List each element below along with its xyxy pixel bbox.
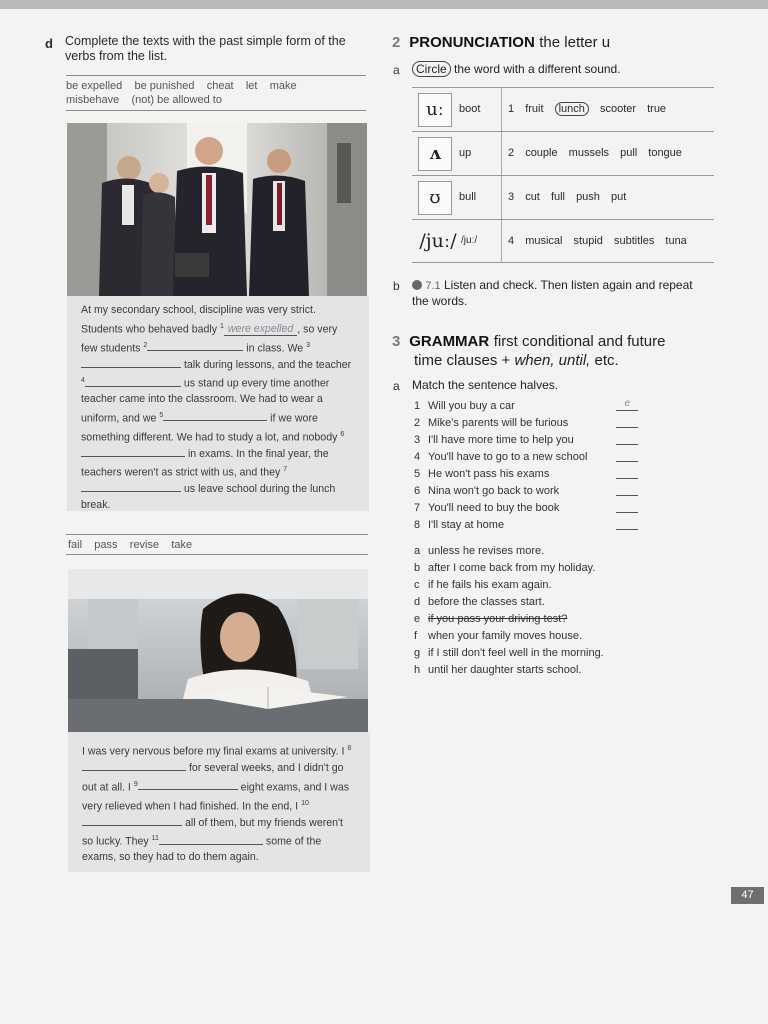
audio-track-number: 7.1 (425, 280, 441, 292)
scan-top-edge (0, 0, 768, 9)
sentence-ending: f when your family moves house. (414, 630, 583, 642)
sentence-half: 3 I'll have more time to help you (414, 434, 638, 451)
word-options: 4 musical stupid subtitles tuna (508, 235, 687, 247)
sentence-ending-used: e if you pass your driving test? (414, 613, 568, 625)
sentence-half: 6 Nina won't go back to work (414, 485, 638, 502)
text-box-final-exams (68, 732, 370, 872)
word-option[interactable]: tongue (648, 147, 682, 159)
answer-gap-11[interactable] (159, 834, 263, 845)
sentence-ending: h until her daughter starts school. (414, 664, 582, 676)
section-subtitle: the letter u (539, 34, 611, 51)
word-option[interactable]: true (647, 103, 667, 115)
answer-blank[interactable] (616, 512, 638, 513)
key-sound: /juː/ (461, 235, 478, 246)
word: take (171, 539, 193, 551)
sentence-half: 5 He won't pass his exams (414, 468, 638, 485)
wordlist-2 (68, 538, 192, 552)
exercise-d-instruction: Complete the texts with the past simple form of the verbs from the list. (65, 34, 346, 63)
answer-gap-9[interactable] (138, 779, 238, 790)
sentence-ending: c if he fails his exam again. (414, 579, 552, 591)
text-final-exams: I was very nervous before my final exams at university. I $^8$ for several weeks, and I didn't go out at all. I $^9$ eight exams, and I was very relieved when I had finished. In the end, I $^{10}$ all of them, but my friends weren't so lucky. They $^{11}$ some of the exams, so they had to do them again. (82, 745, 352, 864)
column-divider (501, 176, 502, 219)
wordlist-1 (66, 79, 366, 107)
word-option[interactable]: fruit (525, 103, 544, 115)
exercise-d-letter: d (45, 36, 53, 51)
answer-blank[interactable] (616, 410, 638, 411)
word-option[interactable]: couple (525, 147, 558, 159)
pronunciation-row-1 (412, 88, 714, 131)
answer-gap-10[interactable] (82, 815, 182, 826)
answer-gap-5[interactable] (163, 410, 267, 421)
word: revise (129, 539, 160, 551)
phoneme-symbol: ʌ (418, 137, 452, 171)
section-title: PRONUNCIATION (409, 34, 535, 51)
answer-blank[interactable] (616, 444, 638, 445)
answer-gap-8[interactable] (82, 760, 186, 771)
wordlist-2-top-rule (66, 534, 368, 535)
exercise-2b-instruction: 7.1 Listen and check. Then listen again and repeat the words. (412, 278, 693, 308)
column-divider (501, 88, 502, 131)
wordlist-2-bottom-rule (66, 554, 368, 555)
word-option[interactable]: pull (620, 147, 638, 159)
table-rule (412, 262, 714, 263)
answer-blank[interactable] (616, 529, 638, 530)
exercise-2a-instruction: Circle the word with a different sound. (412, 62, 621, 76)
word: let (245, 80, 258, 92)
word: cheat (206, 80, 234, 92)
photo-student-studying (68, 569, 368, 732)
word: fail (68, 539, 83, 551)
answer-blank[interactable] (616, 478, 638, 479)
exercise-3a-instruction: Match the sentence halves. (412, 378, 559, 392)
word: be expelled (66, 80, 123, 92)
phoneme-symbol: uː (418, 93, 452, 127)
text-box-school-discipline (67, 296, 369, 511)
wordlist-1-bottom-rule (66, 110, 366, 111)
key-word: up (459, 147, 472, 159)
word-option[interactable]: cut (525, 191, 540, 203)
column-divider (501, 132, 502, 175)
word-option[interactable]: musical (525, 235, 563, 247)
wordlist-1-top-rule (66, 75, 366, 76)
sentence-half: 2 Mike's parents will be furious (414, 417, 638, 434)
word: pass (94, 539, 118, 551)
word: make (269, 80, 297, 92)
sentence-half: 1 Will you buy a car e (414, 400, 638, 417)
answer-blank[interactable] (616, 495, 638, 496)
answer-gap-3[interactable] (81, 357, 181, 368)
section-3-heading: 3 GRAMMAR first conditional and future time clauses + when, until, etc. (392, 333, 666, 369)
page-number: 47 (731, 887, 764, 904)
answer-gap-2[interactable] (147, 340, 243, 351)
word-options: 3 cut full push put (508, 191, 627, 203)
section-2-heading (392, 34, 610, 52)
example-answer: were expelled (224, 323, 297, 336)
section-title: GRAMMAR (409, 333, 490, 350)
section-number: 2 (392, 34, 401, 51)
answer-gap-7[interactable] (81, 481, 181, 492)
sentence-ending: g if I still don't feel well in the morning. (414, 647, 604, 659)
answer-gap-6[interactable] (81, 446, 185, 457)
example-answer: e (624, 398, 630, 409)
answer-blank[interactable] (616, 461, 638, 462)
word: be punished (134, 80, 195, 92)
sentence-ending: b after I come back from my holiday. (414, 562, 596, 574)
audio-icon[interactable] (412, 280, 422, 290)
word-option[interactable]: push (576, 191, 600, 203)
word-option[interactable]: mussels (568, 147, 610, 159)
sentence-half: 7 You'll need to buy the book (414, 502, 638, 519)
circled-word: Circle (412, 61, 451, 77)
key-word: bull (459, 191, 477, 203)
pronunciation-row-2 (412, 132, 714, 175)
answer-gap-4[interactable] (85, 376, 181, 387)
sentence-half: 8 I'll stay at home (414, 519, 638, 536)
pronunciation-row-4 (412, 220, 714, 263)
sentence-ending: a unless he revises more. (414, 545, 545, 557)
word-option[interactable]: full (550, 191, 565, 203)
word-options: 2 couple mussels pull tongue (508, 147, 682, 159)
photo-students-corridor (67, 123, 367, 296)
text-school-discipline: At my secondary school, discipline was very strict. Students who behaved badly $^1$ were expelled , so very few students $^2$ in class. We $^3$ talk during lessons, and the teacher $^4$ us stand up every time another teacher came into the classroom. We had to wear a uniform, and we $^5$ if we wore something different. We had to study a lot, and nobody $^6$ in exams. In the final year, the teachers weren't as strict with us, and they $^7$ us leave school during the lunch break. (81, 304, 352, 511)
word-option[interactable]: put (610, 191, 627, 203)
pronunciation-row-3 (412, 176, 714, 219)
exercise-2b-letter: b (393, 279, 400, 293)
word-options: 1 fruit lunch scooter true (508, 103, 667, 115)
exercise-2a-letter: a (393, 63, 400, 77)
phoneme-symbol: /juː/ (419, 230, 457, 252)
word-option[interactable]: scooter (599, 103, 637, 115)
sentence-ending: d before the classes start. (414, 596, 545, 608)
word-option[interactable]: tuna (665, 235, 687, 247)
word-option[interactable]: subtitles (613, 235, 655, 247)
phoneme-symbol: ʊ (418, 181, 452, 215)
word-option-circled[interactable]: lunch (555, 102, 589, 116)
exercise-3a-letter: a (393, 379, 400, 393)
word-option[interactable]: stupid (573, 235, 603, 247)
key-word: boot (459, 103, 481, 115)
word: misbehave (66, 94, 120, 106)
column-divider (501, 220, 502, 263)
sentence-half: 4 You'll have to go to a new school (414, 451, 638, 468)
answer-blank[interactable] (616, 427, 638, 428)
word: (not) be allowed to (131, 94, 222, 106)
section-number: 3 (392, 333, 401, 350)
